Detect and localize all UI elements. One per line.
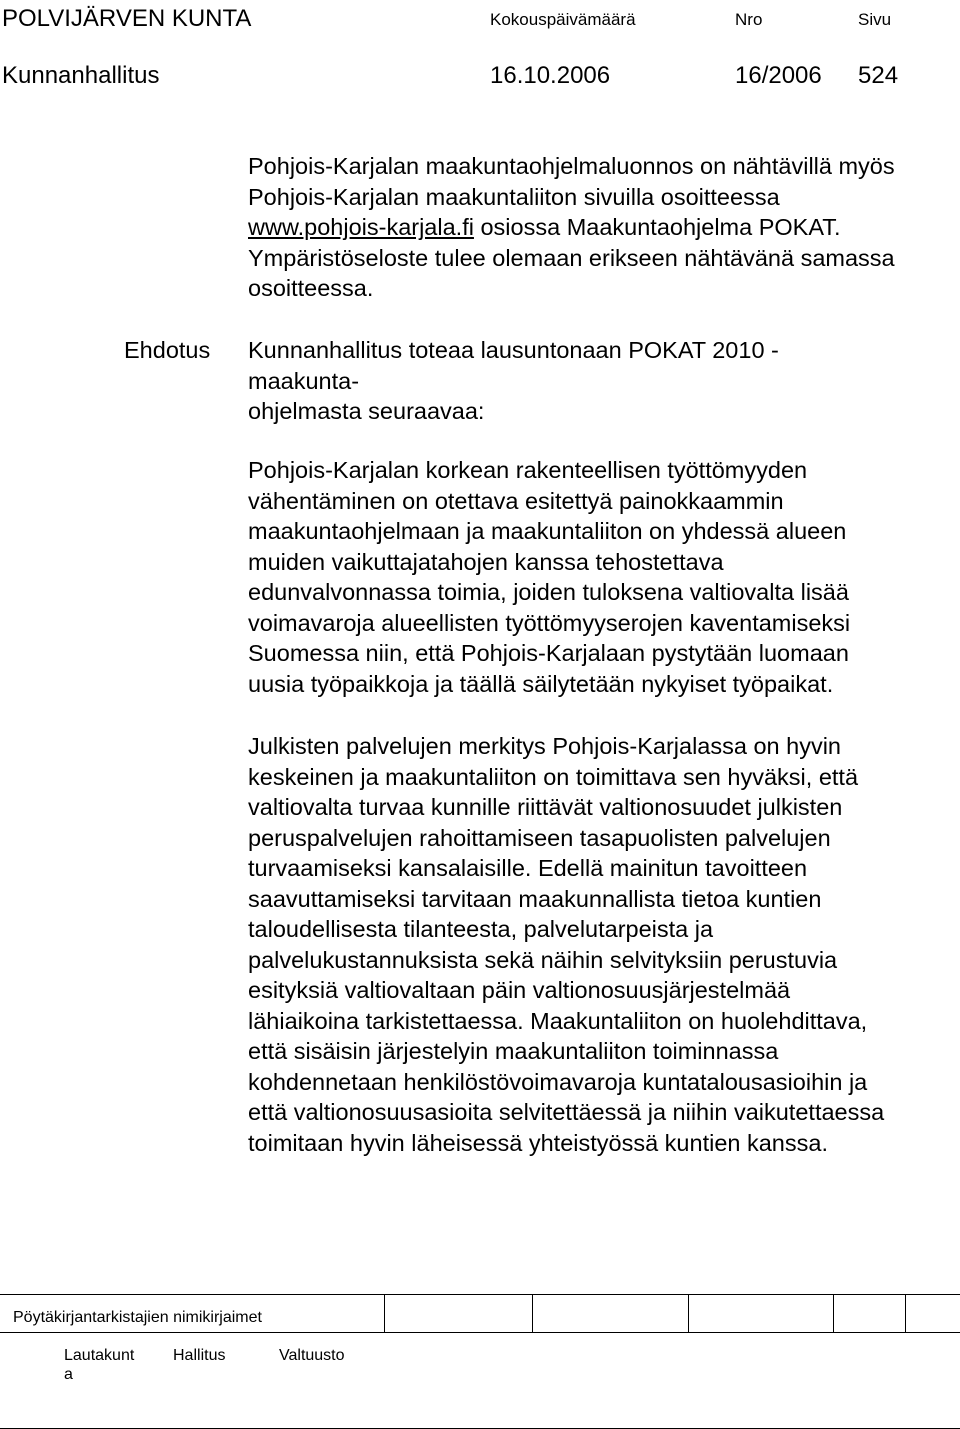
table-top-border	[0, 1294, 960, 1295]
intro-line: Pohjois-Karjalan maakuntaliiton sivuilla osoitteessa	[248, 183, 780, 210]
paragraph-line: voimavaroja alueellisten työttömyyserojen kaventamiseksi	[248, 609, 851, 636]
intro-paragraph	[248, 151, 960, 304]
date-label: Kokouspäivämäärä	[490, 10, 636, 29]
proposal-line: maakunta-	[248, 367, 360, 394]
table-divider	[905, 1294, 906, 1332]
paragraph-line: toimitaan hyvin läheisessä yhteistyössä kuntien kanssa.	[248, 1129, 828, 1156]
paragraph-line: lähiaikoina tarkistettaessa. Maakuntaliiton on huolehdittava,	[248, 1007, 868, 1034]
paragraph-line: esityksiä valtiovaltaan päin valtionosuusjärjestelmää	[248, 977, 791, 1003]
paragraph-line: keskeinen ja maakuntaliiton on toimittava sen hyväksi, että	[248, 763, 859, 790]
council-label: Valtuusto	[279, 1347, 345, 1364]
paragraph-line: taloudellisesta tilanteesta, palvelutarpeista ja	[248, 916, 714, 942]
proposal-line: Kunnanhallitus toteaa lausuntonaan POKAT 2010 -	[248, 337, 779, 363]
paragraph-line: maakuntaohjelmaan ja maakuntaliiton on yhdessä alueen	[248, 518, 847, 544]
body-name: Kunnanhallitus	[2, 62, 160, 89]
paragraph-employment	[248, 455, 960, 699]
link-suffix: osiossa Maakuntaohjelma POKAT.	[473, 214, 841, 240]
intro-line: Pohjois-Karjalan maakuntaohjelmaluonnos on nähtävillä myös	[248, 153, 895, 179]
paragraph-line: Suomessa niin, että Pohjois-Karjalaan pystytään luomaan	[248, 640, 849, 666]
paragraph-line: kohdennetaan henkilöstövoimavaroja kuntatalousasioihin ja	[248, 1068, 868, 1095]
committee-label: Lautakunt	[64, 1347, 135, 1364]
paragraph-line: turvaamiseksi kansalaisille. Edellä mainitun tavoitteen	[248, 855, 808, 881]
committee-label-cont: a	[64, 1366, 73, 1383]
paragraph-line: saavuttamiseksi tarvitaan maakunnallista tietoa kuntien	[248, 885, 822, 912]
paragraph-line: Julkisten palvelujen merkitys Pohjois-Karjalassa on hyvin	[248, 733, 841, 759]
proposal-label: Ehdotus	[124, 337, 211, 363]
proposal-text	[248, 335, 960, 427]
meeting-date: 16.10.2006	[490, 62, 611, 89]
number-label: Nro	[735, 10, 763, 29]
paragraph-line: uusia työpaikkoja ja täällä säilytetään nykyiset työpaikat.	[248, 670, 834, 697]
intro-line-with-link	[248, 212, 960, 243]
proposal-line: ohjelmasta seuraavaa:	[248, 398, 485, 424]
board-label: Hallitus	[173, 1347, 226, 1364]
organization-name: POLVIJÄRVEN KUNTA	[2, 5, 252, 32]
paragraph-line: Pohjois-Karjalan korkean rakenteellisen työttömyyden	[248, 457, 808, 483]
paragraph-line: palvelukustannuksista sekä näihin selvityksiin perustuvia	[248, 946, 838, 973]
paragraph-line: edunvalvonnassa toimia, joiden tuloksena valtiovalta lisää	[248, 579, 849, 605]
paragraph-line: peruspalvelujen rahoittamiseen tasapuolisten palvelujen	[248, 824, 831, 851]
intro-line: osoitteessa.	[248, 275, 374, 301]
table-divider	[384, 1294, 385, 1332]
page-number: 524	[858, 62, 899, 89]
paragraph-line: että valtionosuusasioita selvitettäessä ja niihin vaikutettaessa	[248, 1099, 885, 1125]
meeting-number: 16/2006	[735, 62, 822, 89]
table-divider	[833, 1294, 834, 1332]
table-divider	[532, 1294, 533, 1332]
paragraph-line: että sisäisin järjestelyin maakuntaliiton toiminnassa	[248, 1038, 779, 1064]
table-divider	[688, 1294, 689, 1332]
intro-line: Ympäristöseloste tulee olemaan erikseen nähtävänä samassa	[248, 244, 895, 271]
website-link[interactable]: www.pohjois-karjala.fi	[248, 214, 474, 240]
paragraph-public-services	[248, 731, 960, 1158]
signatures-label: Pöytäkirjantarkistajien nimikirjaimet	[13, 1309, 262, 1326]
table-middle-border	[0, 1332, 960, 1333]
paragraph-line: valtiovalta turvaa kunnille riittävät valtionosuudet julkisten	[248, 794, 843, 820]
page-label: Sivu	[858, 10, 892, 29]
paragraph-line: vähentäminen on otettava esitettyä painokkaammin	[248, 487, 784, 514]
paragraph-line: muiden vaikuttajatahojen kanssa tehostettava	[248, 548, 724, 575]
